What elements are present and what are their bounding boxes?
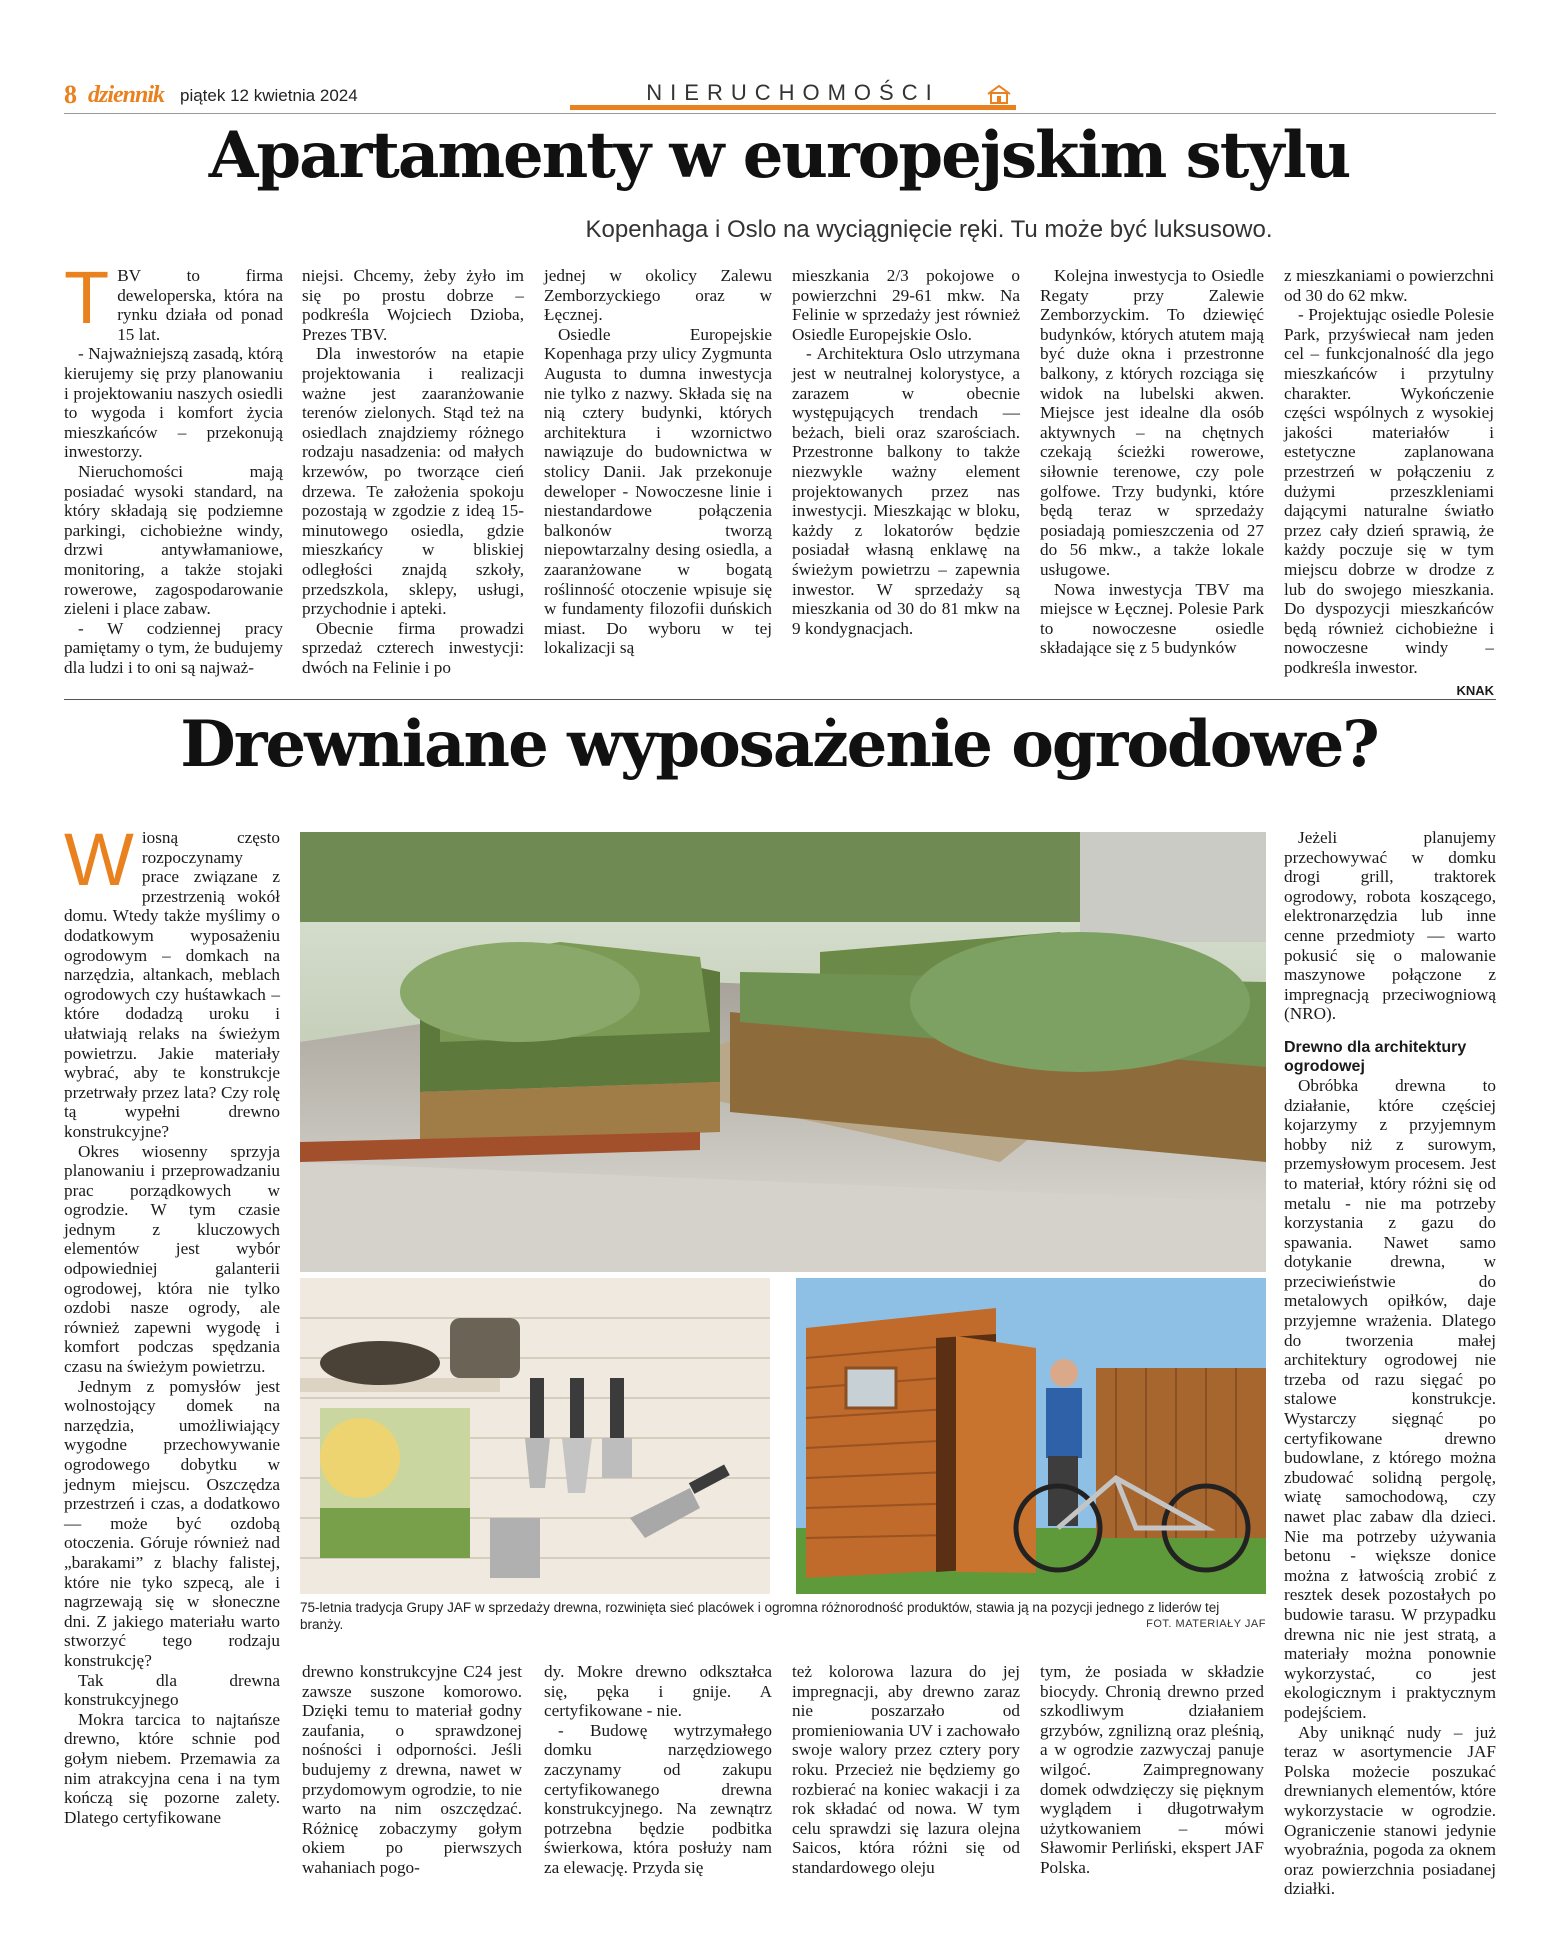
article2-column-3: dy. Mokre drewno odkształca się, pęka i gnije. A certyfikowane - nie. - Budowę wytrzymałego domku narzędziowego zaczynamy od zakupu certyfikowanego drewna konstrukcyjnego. Na zewnątrz potrzebna będzie podbitka świerkowa, która posłuży nam za elewację. Przyda się (544, 1662, 772, 1877)
masthead (64, 80, 1496, 110)
article1-subtitle: Kopenhaga i Oslo na wyciągnięcie ręki. Tu może być luksusowo. (585, 216, 1273, 243)
garden-tools-wall-photo (300, 1278, 770, 1594)
raised-garden-beds-photo (300, 832, 1266, 1272)
dropcap: W (64, 818, 134, 901)
article1-title: Apartamenty w europejskim stylu (208, 118, 1350, 193)
section-divider (64, 699, 1496, 700)
article1-column-5: Kolejna inwestycja to Osiedle Regaty przy Zalewie Zemborzyckim. To dziewięć budynków, których atutem mają być duże okna i przestronne balkony, z których rozciąga się widok na lubelski akwen. Miejsce jest idealne dla osób aktywnych – na chętnych czekają ścieżki rowerowe, siłownie terenowe, czy pole golfowe. Trzy budynki, które będą teraz w sprzedaży posiadają pomieszczenia od 27 do 56 mkw., a także lokale usługowe. Nowa inwestycja TBV ma miejsce w Łęcznej. Polesie Park to nowoczesne osiedle składające się z 5 budynków (1040, 266, 1264, 658)
article2-column-1: Wiosną często rozpoczynamy prace związane z przestrzenią wokół domu. Wtedy także myślimy o dodatkowym wyposażeniu ogrodowym – domkach na narzędzia, altankach, meblach ogrodowych czy huśtawkach – które dodadzą uroku i ułatwiają relaks na świeżym powietrzu. Jakie materiały wybrać, aby te konstrukcje przetrwały przez lata? Czy rolę tą wypełni drewno konstrukcyjne? Okres wiosenny sprzyja planowaniu i przeprowadzaniu prac porządkowych w ogrodzie. W tym czasie jednym z kluczowych elementów jest wybór odpowiedniej galanterii ogrodowej, która nie tylko ozdobi nasze ogrody, ale również zapewni wygodę i komfort podczas spędzania czasu na świeżym powietrzu. Jednym z pomysłów jest wolnostojący domek na narzędzia, umożliwiający wygodne przechowywanie ogrodowego dobytku w jednym miejscu. Oszczędza przestrzeń i czas, a dodatkowo — może być ozdobą otoczenia. Góruje również nad „barakami” z blachy falistej, które nie tyko szpecą, ale i nagrzewają się w słoneczne dni. Z jakiego materiału warto stworzyć tego rodzaju konstrukcję? Tak dla drewna konstrukcyjnego Mokra tarcica to najtańsze drewno, które schnie pod gołym niebem. Przemawia za nim atrakcyjna cena i na tym kończą się pozorne zalety. Dlatego certyfikowane (64, 818, 280, 1827)
article1-column-2: niejsi. Chcemy, żeby żyło im się po prostu dobrze – podkreśla Wojciech Dzioba, Prezes TBV. Dla inwestorów na etapie projektowania i realizacji ważne jest zaaranżowanie terenów zielonych. Stąd też na osiedlach znajdziemy różnego rodzaju nasadzenia: od małych krzewów, po tworzące cień drzewa. Te założenia spokoju pozostają w zgodzie z ideą 15-minutowego osiedla, gdzie mieszkańcy w bliskiej odległości znajdą szkoły, przedszkola, sklepy, usługi, przychodnie i apteki. Obecnie firma prowadzi sprzedaż czterech inwestycji: dwóch na Felinie i po (302, 266, 524, 677)
issue-date: piątek 12 kwietnia 2024 (180, 86, 358, 105)
photo-caption: 75-letnia tradycja Grupy JAF w sprzedaży drewna, rozwinięta sieć placówek i ogromna różnorodność produktów, stawia ją na pozycji jednego z liderów tej branży. (300, 1600, 1220, 1632)
newspaper-logo: dziennik (88, 82, 165, 108)
subheading: Drewno dla architektury ogrodowej (1284, 1038, 1467, 1075)
section-label: NIERUCHOMOŚCI (570, 80, 1016, 110)
author-signature: KNAK (1456, 683, 1494, 699)
header-rule (64, 113, 1496, 114)
article2-column-6: Jeżeli planujemy przechowywać w domku drogi grill, traktorek ogrodowy, robota koszącego, elektronarzędzia lub inne cenne przedmioty — warto pokusić się o malowanie maszynowe połączone z impregnacją przeciwogniową (NRO). Drewno dla architektury ogrodowej Obróbka drewna to działanie, które częściej kojarzymy z przyjemnym hobby niż z surowym, przemysłowym procesem. Jest to materiał, który różni się od metalu - nie ma potrzeby korzystania z gazu do spawania. Nawet samo dotykanie drewna, w przeciwieństwie do metalowych opiłków, daje przyjemne wrażenia. Dlatego do tworzenia małej architektury ogrodowej nie trzeba od razu sięgać po stalowe konstrukcje. Wystarczy sięgnąć po certyfikowane drewno budowlane, z którego można zbudować solidną pergolę, wiatę samochodową, czy nawet plac zabaw dla dzieci. Nie ma potrzeby używania betonu - większe donice można z łatwością zrobić z resztek desek pozostałych po budowie tarasu. W przypadku drewna nic nie jest stratą, a materiały można ponownie wykorzystać, co jest ekologicznym i praktycznym podejściem. Aby uniknąć nudy – już teraz w asortymencie JAF Polska możecie poszukać drewnianych elementów, które wykorzystacie w ogrodzie. Ograniczenie stanowi jedynie wyobraźnia, pogoda za oknem oraz powierzchnia posiadanej działki. (1284, 828, 1496, 1899)
article1-column-3: jednej w okolicy Zalewu Zemborzyckiego oraz w Łęcznej. Osiedle Europejskie Kopenhaga przy ulicy Zygmunta Augusta to dumna inwestycja nie tylko z nazwy. Składa się na nią cztery budynki, których architektura i wzornictwo nawiązuje do budownictwa w stolicy Danii. Jak przekonuje deweloper - Nowoczesne linie i niestandardowe połączenia balkonów tworzą niepowtarzalny desing osiedla, a zaaranżowane w bogatą roślinność otoczenie wpisuje się w fundamenty filozofii duńskich miast. Do wyboru w tej lokalizacji są (544, 266, 772, 658)
dropcap: T (64, 256, 110, 339)
wooden-shed-photo (796, 1278, 1266, 1594)
article1-column-1: TBV to firma deweloperska, która na rynku działa od ponad 15 lat. - Najważniejszą zasadą, którą kierujemy się przy planowaniu i projektowaniu naszych osiedli to wygoda i komfort życia mieszkańców – przekonują inwestorzy. Nieruchomości mają posiadać wysoki standard, na który składają się podziemne parkingi, cichobieżne windy, drzwi antywłamaniowe, monitoring, a także stojaki rowerowe, zagospodarowanie zieleni i place zabaw. - W codziennej pracy pamiętamy o tym, że budujemy dla ludzi i to oni są najważ- (64, 256, 283, 677)
article1-column-6: z mieszkaniami o powierzchni od 30 do 62 mkw. - Projektując osiedle Polesie Park, przyświecał nam jeden cel – funkcjonalność dla jego mieszkańców i przytulny charakter. Wykończenie części wspólnych z wysokiej jakości materiałów i estetyczne zaplanowana przestrzeń w połączeniu z dużymi przeszkleniami dającymi naturalne światło przez cały dzień sprawią, że każdy poczuje się w tym miejscu dobrze w drodze z lub do swojego mieszkania. Do dyspozycji mieszkańców będą również cichobieżne i nowoczesne windy – podkreśla inwestor. KNAK (1284, 266, 1494, 701)
article2-column-2: drewno konstrukcyjne C24 jest zawsze suszone komorowo. Dzięki temu to materiał godny zaufania, o sprawdzonej nośności i odporności. Jeśli budujemy z drewna, nawet w przydomowym ogrodzie, to nie warto na nim oszczędzać. Różnicę zobaczymy gołym okiem po pierwszych wahaniach pogo- (302, 1662, 522, 1877)
page-number: 8 (64, 80, 77, 109)
article2-column-4: też kolorowa lazura do jej impregnacji, aby drewno zaraz nie poszarzało od promieniowania UV i zachowało swoje walory przez cztery pory roku. Przecież nie będziemy go rozbierać na koniec wakacji i za rok składać od nowa. W tym celu sprawdzi się lazura olejna Saicos, która różni się od standardowego oleju (792, 1662, 1020, 1877)
article2-column-5: tym, że posiada w składzie biocydy. Chronią drewno przed szkodliwym działaniem grzybów, zgnilizną oraz pleśnią, a w ogrodzie zazwyczaj panuje wilgoć. Zaimpregnowany domek odwdzięczy się pięknym wyglądem i długotrwałym użytkowaniem – mówi Sławomir Perliński, ekspert JAF Polska. (1040, 1662, 1264, 1877)
article1-column-4: mieszkania 2/3 pokojowe o powierzchni 29-61 mkw. Na Felinie w sprzedaży jest również Osiedle Europejskie Oslo. - Architektura Oslo utrzymana jest w neutralnej kolorystyce, a zarazem w obecnie występujących trendach — beżach, bieli oraz szarościach. Przestronne balkony to także niezwykle ważny element projektowanych przez nas inwestycji. Mieszkając w bloku, każdy z lokatorów będzie posiadał własną enklawę na świeżym powietrzu – zapewnia inwestor. W sprzedaży są mieszkania od 30 do 81 mkw na 9 kondygnacjach. (792, 266, 1020, 638)
article2-title: Drewniane wyposażenie ogrodowe? (180, 707, 1378, 782)
photo-credit: FOT. MATERIAŁY JAF (1146, 1618, 1266, 1630)
house-icon (986, 84, 1012, 104)
